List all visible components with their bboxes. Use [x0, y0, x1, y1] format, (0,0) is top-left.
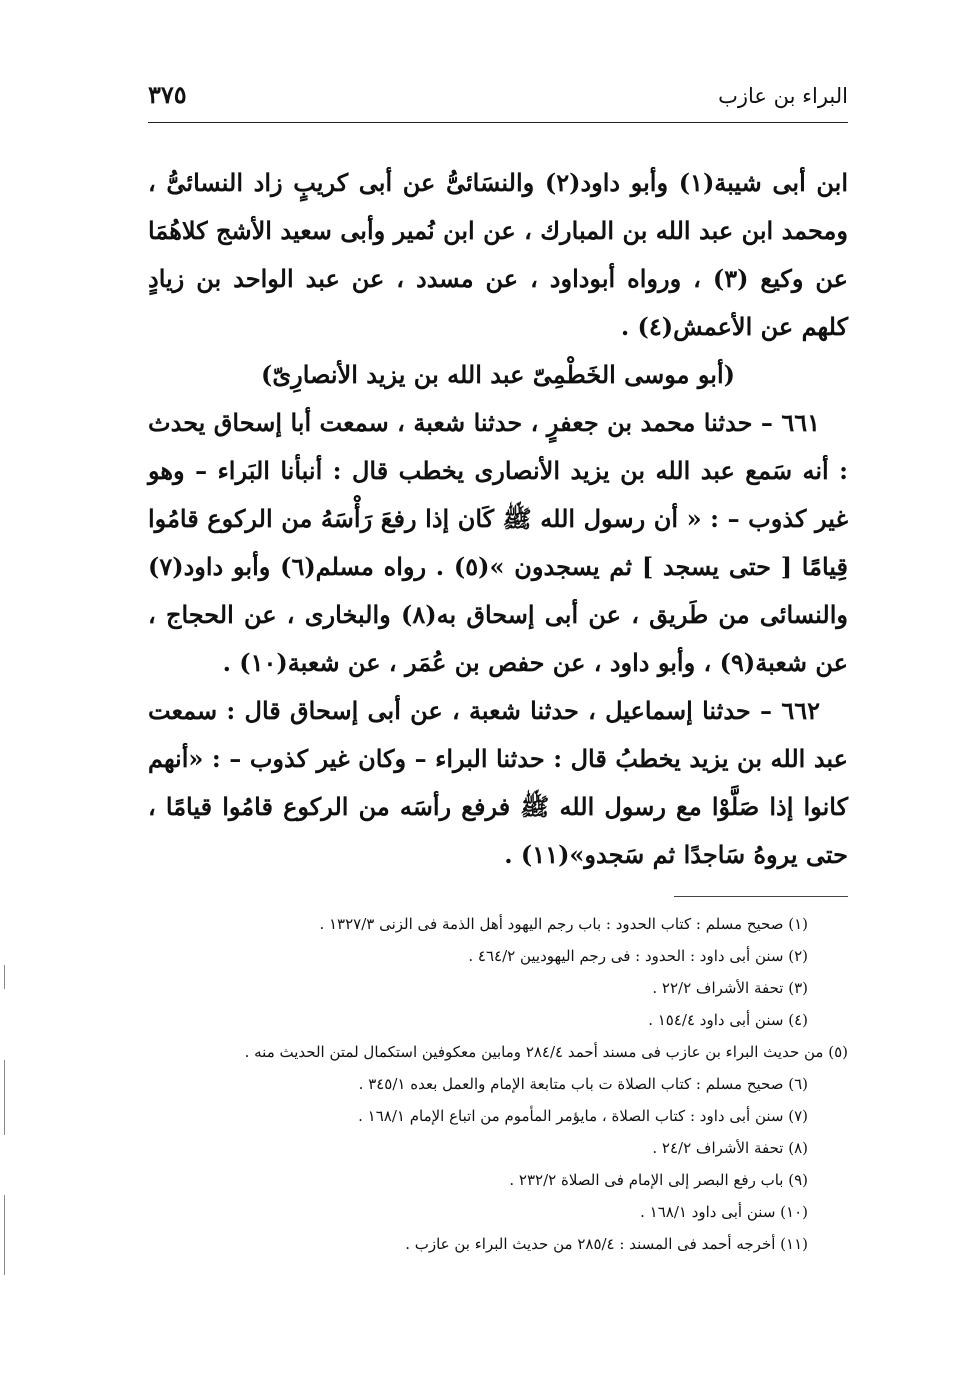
footnote-1: (١) صحيح مسلم : كتاب الحدود : باب رجم اليهود أهل الذمة فى الزنى ١٣٢٧/٣ . — [319, 915, 808, 933]
section-heading: (أبو موسى الخَطْمِىّ عبد الله بن يزيد الأنصارِىّ) — [261, 360, 735, 389]
footnote-11: (١١) أخرجه أحمد فى المسند : ٢٨٥/٤ من حديث البراء بن عازب . — [405, 1235, 808, 1253]
footnote-5: (٥) من حديث البراء بن عازب فى مسند أحمد ٢٨٤/٤ ومابين معكوفين استكمال لمتن الحديث منه . — [244, 1043, 848, 1061]
hadith-661-paragraph: ٦٦١ – حدثنا محمد بن جعفرٍ ، حدثنا شعبة ، سمعت أبا إسحاق يحدث : أنه سَمع عبد الله بن يزيد الأنصارى يخطب قال : أنبأنا البَراء – وهو غير كذوب – : « أن رسول الله ﷺ كَان إذا رفعَ رَأْسَهُ من الركوع قامُوا قِيامًا [ حتى يسجد ] ثم يسجدون »(٥) . رواه مسلم(٦) وأبو داود(٧) والنسائى من طَريق ، عن أبى إسحاق به(٨) والبخارى ، عن الحجاج ، عن شعبة(٩) ، وأبو داود ، عن حفص بن عُمَر ، عن شعبة(١٠) . — [148, 408, 848, 677]
running-header — [148, 80, 848, 120]
page-number: ٣٧٥ — [148, 80, 187, 109]
footnote-10: (١٠) سنن أبى داود ١٦٨/١ . — [640, 1203, 808, 1221]
footnote-8: (٨) تحفة الأشراف ٢٤/٢ . — [652, 1139, 808, 1157]
page — [148, 80, 848, 879]
scan-margin-mark — [4, 1195, 5, 1275]
footnote-3: (٣) تحفة الأشراف ٢٢/٢ . — [652, 979, 808, 997]
footnotes — [148, 908, 848, 1260]
footnote-4: (٤) سنن أبى داود ١٥٤/٤ . — [648, 1011, 808, 1029]
scan-margin-mark — [4, 1060, 5, 1135]
header-rule — [148, 122, 848, 123]
main-text — [148, 159, 848, 879]
footnote-9: (٩) باب رفع البصر إلى الإمام فى الصلاة ٢٣٢/٢ . — [509, 1171, 808, 1189]
footnote-separator — [674, 896, 848, 897]
footnote-7: (٧) سنن أبى داود : كتاب الصلاة ، مايؤمر المأموم من اتباع الإمام ١٦٨/١ . — [358, 1107, 808, 1125]
footnote-6: (٦) صحيح مسلم : كتاب الصلاة ت باب متابعة الإمام والعمل بعده ٣٤٥/١ . — [358, 1075, 808, 1093]
hadith-662-paragraph: ٦٦٢ – حدثنا إسماعيل ، حدثنا شعبة ، عن أبى إسحاق قال : سمعت عبد الله بن يزيد يخطبُ قال : حدثنا البراء – وكان غير كذوب – : «أنهم كانوا إذا صَلَّوْا مع رسول الله ﷺ فرفع رأسَه من الركوع قامُوا قيامًا ، حتى يروهُ سَاجدًا ثم سَجدو»(١١) . — [148, 696, 848, 869]
header-title: البراء بن عازب — [718, 84, 848, 108]
footnote-2: (٢) سنن أبى داود : الحدود : فى رجم اليهوديين ٤٦٤/٢ . — [468, 947, 808, 965]
scan-margin-mark — [4, 965, 5, 989]
intro-paragraph: ابن أبى شيبة(١) وأبو داود(٢) والنسَائىُّ عن أبى كريبٍ زاد النسائىُّ ، ومحمد ابن عبد الله بن المبارك ، عن ابن نُمير وأبى سعيد الأشج كلاهُمَا عن وكيع (٣) ، ورواه أبوداود ، عن مسدد ، عن عبد الواحد بن زيادٍ كلهم عن الأعمش(٤) . — [148, 168, 849, 341]
